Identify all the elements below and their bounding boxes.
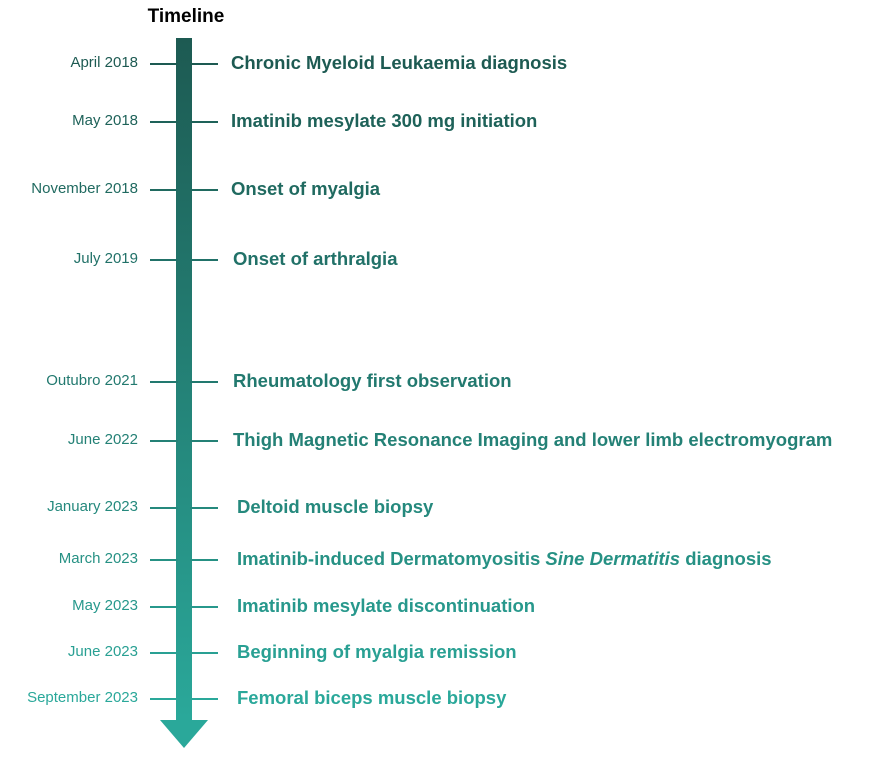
event-label	[233, 429, 832, 451]
event-label-text: Deltoid muscle biopsy	[237, 496, 434, 517]
label-connector	[190, 698, 218, 700]
label-connector	[190, 381, 218, 383]
event-label-text: Imatinib mesylate 300 mg initiation	[231, 110, 538, 131]
date-connector	[150, 189, 178, 191]
date-connector	[150, 440, 178, 442]
event-date: May 2023	[72, 597, 138, 614]
event-label-text: Onset of myalgia	[231, 178, 381, 199]
event-label-text: Chronic Myeloid Leukaemia diagnosis	[231, 52, 568, 73]
event-date: June 2023	[67, 643, 138, 660]
event-label	[233, 370, 512, 392]
label-connector	[190, 189, 218, 191]
label-connector	[190, 63, 218, 65]
event-label	[237, 641, 517, 663]
label-connector	[190, 606, 218, 608]
event-label	[237, 687, 506, 709]
date-connector	[150, 381, 178, 383]
label-connector	[190, 440, 218, 442]
event-label-italic: Sine Dermatitis	[545, 548, 681, 569]
event-label	[237, 595, 535, 617]
date-connector	[150, 63, 178, 65]
event-date: April 2018	[70, 54, 138, 71]
event-label-text: Imatinib mesylate discontinuation	[237, 595, 536, 616]
date-connector	[150, 652, 178, 654]
date-connector	[150, 259, 178, 261]
label-connector	[190, 507, 218, 509]
event-label	[231, 178, 380, 200]
event-label	[231, 52, 567, 74]
event-date: September 2023	[27, 689, 138, 706]
date-connector	[150, 121, 178, 123]
event-label-text: Rheumatology first observation	[233, 370, 512, 391]
event-label	[233, 248, 397, 270]
event-date: March 2023	[58, 550, 138, 567]
event-label	[231, 110, 537, 132]
timeline-bar	[176, 38, 192, 720]
date-connector	[150, 507, 178, 509]
event-date: November 2018	[31, 180, 138, 197]
event-label-text: Thigh Magnetic Resonance Imaging and lower limb electromyogram	[233, 429, 833, 450]
event-label-text: Onset of arthralgia	[233, 248, 398, 269]
event-date: January 2023	[47, 498, 138, 515]
date-connector	[150, 606, 178, 608]
event-date: Outubro 2021	[46, 372, 138, 389]
event-label-end: diagnosis	[685, 548, 772, 569]
label-connector	[190, 559, 218, 561]
timeline-title: Timeline	[147, 6, 225, 27]
event-label-text: Imatinib-induced Dermatomyositis	[237, 548, 541, 569]
event-label-text: Beginning of myalgia remission	[237, 641, 517, 662]
event-date: July 2019	[73, 250, 138, 267]
event-date: June 2022	[67, 431, 138, 448]
timeline-arrowhead	[160, 720, 208, 748]
date-connector	[150, 698, 178, 700]
label-connector	[190, 259, 218, 261]
event-label-text: Femoral biceps muscle biopsy	[237, 687, 507, 708]
event-label	[237, 548, 772, 570]
event-date: May 2018	[72, 112, 138, 129]
label-connector	[190, 652, 218, 654]
label-connector	[190, 121, 218, 123]
event-label	[237, 496, 433, 518]
date-connector	[150, 559, 178, 561]
